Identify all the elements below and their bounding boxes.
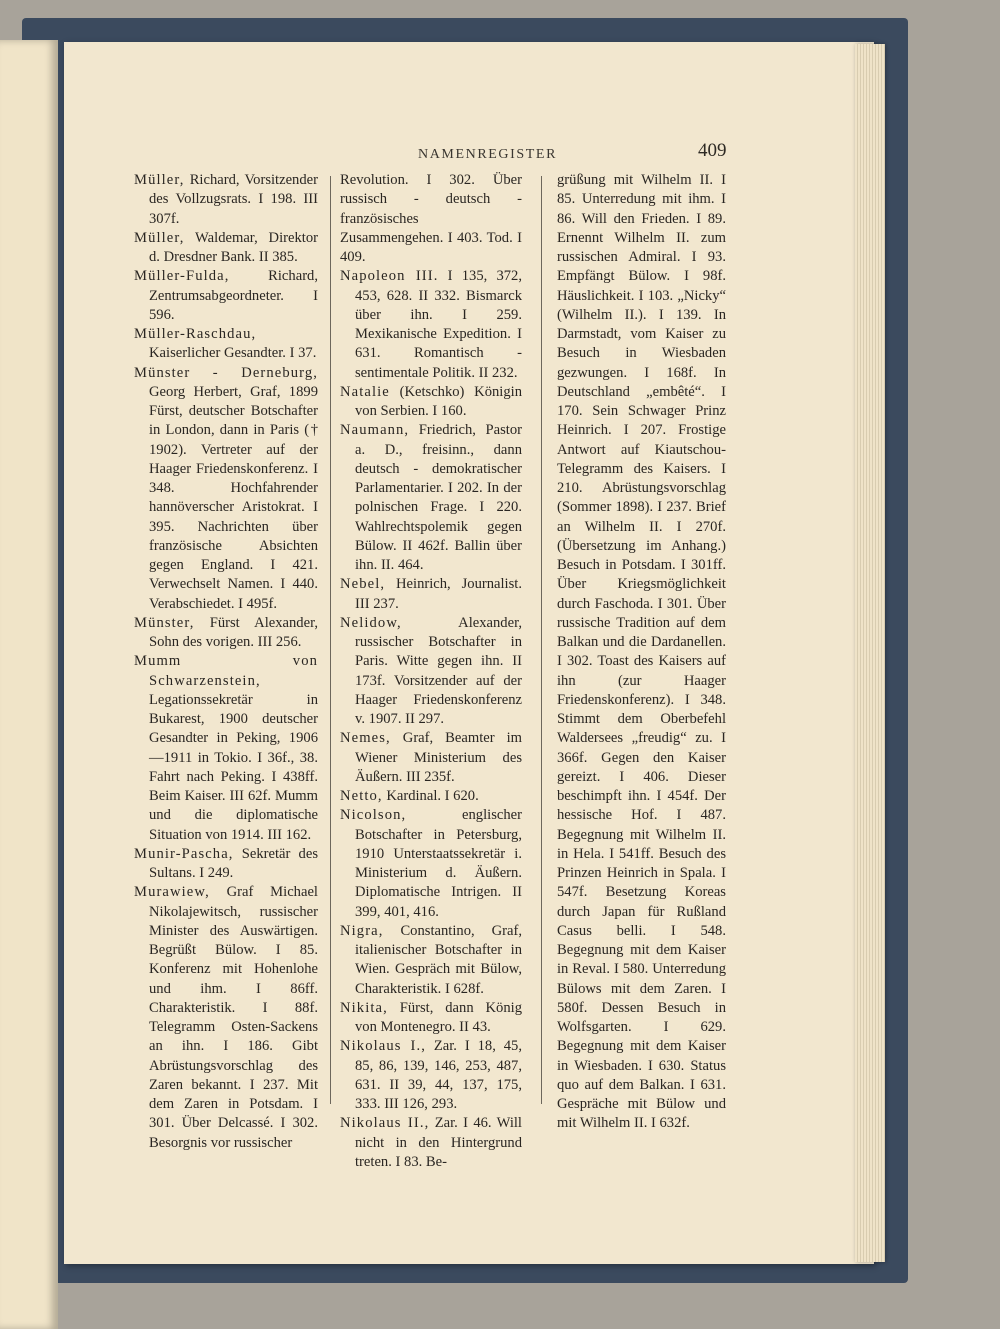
index-entry xyxy=(134,883,318,1153)
column-rule xyxy=(541,176,542,1104)
index-entry xyxy=(340,999,522,1038)
entry-heading: Nemes, xyxy=(340,730,391,747)
entry-text: Zar. I 18, 45, 85, 86, 139, 146, 253, 487, 631. II 39, 44, 137, 175, 333. III 126, 293. xyxy=(355,1038,522,1112)
index-entry xyxy=(340,614,522,730)
entry-text: grüßung mit Wilhelm II. I 85. Unterredung mit ihm. I 86. Will den Frieden. I 89. Ernennt Wilhelm II. zum russischen Admiral. I 93. Empfängt Bülow. I 98f. Häuslichkeit. I 103. „Nicky“ (Wilhelm II.). I 139. In Darmstadt, vom Kaiser zu Besuch in Wiesbaden gezwungen. I 168f. In Deutschland „embêté“. I 170. Sein Schwager Prinz Heinrich. I 207. Frostige Antwort auf Kiautschou-Telegramm des Kaisers. I 210. Abrüstungsvorschlag (Sommer 1898). I 237. Brief an Wilhelm II. I 270f. (Übersetzung im Anhang.) Besuch in Potsdam. I 301ff. Über Kriegsmöglichkeit durch Faschoda. I 301. Über russische Tradition auf dem Balkan und die Dardanellen. I 302. Toast des Kaisers auf ihn (zur Haager Friedenskonferenz). I 348. Stimmt dem Oberbefehl Waldersees „freudig“ zu. I 366f. Gegen den Kaiser gereizt. I 406. Dieser beschimpft ihn. I 454f. Der hessische Hof. I 487. Begegnung mit Wilhelm II. in Hela. I 541ff. Besuch des Prinzen Heinrich in Spala. I 547f. Besetzung Koreas durch Japan für Rußland Casus belli. I 548. Begegnung mit dem Kaiser in Reval. I 580. Unterredung Bülows mit dem Zaren. I 580f. Dessen Besuch in Wolfsgarten. I 629. Begegnung mit dem Kaiser in Wiesbaden. I 630. Status quo auf dem Balkan. I 631. Gespräche mit Bülow und mit Wilhelm II. I 632f. xyxy=(557,172,726,1132)
entry-heading: Mumm von Schwarzenstein, xyxy=(134,653,318,689)
index-column-1 xyxy=(134,171,318,1153)
column-rule xyxy=(330,176,331,1104)
entry-text: Graf Michael Nikolajewitsch, russischer Minister des Auswärtigen. Begrüßt Bülow. I 85. Konferenz mit Hohenlohe und ihm. I 86ff. Charakteristik. I 88f. Telegramm Osten-Sackens an ihn. I 186. Gibt Abrüstungsvorschlag des Zaren bekannt. I 237. Mit dem Zaren in Potsdam. I 301. Über Delcassé. I 302. Besorgnis vor russischer xyxy=(149,884,318,1151)
index-column-2 xyxy=(340,171,522,1172)
index-entry xyxy=(340,421,522,575)
entry-heading: Natalie xyxy=(340,383,390,400)
index-entry xyxy=(340,171,522,267)
entry-text: Alexander, russischer Botschafter in Paris. Witte gegen ihn. II 173f. Vorsitzender auf der Haager Friedenskonferenz v. 1907. II 297. xyxy=(355,614,522,727)
entry-text: Revolution. I 302. Über russisch - deutsch - französisches Zusammengehen. I 403. Tod. I 409. xyxy=(340,172,522,265)
index-entry xyxy=(134,267,318,325)
index-entry xyxy=(557,171,726,1134)
page-header xyxy=(64,140,874,170)
entry-heading: Nigra, xyxy=(340,922,384,939)
page-block-edges xyxy=(855,44,885,1262)
index-entry xyxy=(340,1114,522,1172)
index-entry xyxy=(134,171,318,229)
entry-heading: Napoleon III. xyxy=(340,268,439,285)
index-entry xyxy=(134,325,318,364)
entry-text: Legationssekretär in Bukarest, 1900 deutscher Gesandter in Peking, 1906—1911 in Tokio. I 36f., 38. Fahrt nach Peking. I 438ff. Beim Kaiser. III 62f. Mumm und die diplomatische Situation von 1914. III 162. xyxy=(149,691,318,843)
entry-text: Kardinal. I 620. xyxy=(382,788,479,804)
entry-text: englischer Botschafter in Petersburg, 1910 Unterstaatssekretär i. Ministerium d. Äußern. Diplomatische Intrigen. II 399, 401, 416. xyxy=(355,807,522,920)
index-entry xyxy=(340,267,522,383)
index-entry xyxy=(340,575,522,614)
entry-text: Fürst, dann König von Montenegro. II 43. xyxy=(355,999,522,1035)
entry-text: Friedrich, Pastor a. D., freisinn., dann deutsch - demokratischer Parlamentarier. I 202. In der polnischen Frage. I 220. Wahlrechtspolemik gegen Bülow. II 462f. Ballin über ihn. II. 464. xyxy=(355,422,522,573)
index-entry xyxy=(340,806,522,922)
index-entry xyxy=(340,729,522,787)
entry-heading: Münster - Derneburg, xyxy=(134,364,318,381)
entry-text: (Ketschko) Königin von Serbien. I 160. xyxy=(355,383,522,419)
entry-heading: Murawiew, xyxy=(134,884,210,901)
entry-text: Constantino, Graf, italienischer Botschafter in Wien. Gespräch mit Bülow, Charakteristik. I 628f. xyxy=(355,922,522,997)
entry-heading: Müller-Raschdau, xyxy=(134,326,257,342)
entry-heading: Nicolson, xyxy=(340,807,407,824)
entry-text: Graf, Beamter im Wiener Ministerium des Äußern. III 235f. xyxy=(355,730,522,785)
index-column-3 xyxy=(557,171,726,1134)
entry-text: Richard, Vorsitzender des Vollzugsrats. I 198. III 307f. xyxy=(149,172,318,227)
index-entry xyxy=(340,787,522,806)
index-entry xyxy=(134,845,318,884)
entry-heading: Nebel, xyxy=(340,576,386,593)
entry-heading: Nikolaus I., xyxy=(340,1038,426,1055)
entry-text: Sekretär des Sultans. I 249. xyxy=(149,845,318,881)
entry-heading: Nelidow, xyxy=(340,614,402,631)
entry-text: Waldemar, Direktor d. Dresdner Bank. II 385. xyxy=(149,229,318,265)
index-entry xyxy=(340,1037,522,1114)
index-entry xyxy=(340,383,522,422)
entry-text: I 135, 372, 453, 628. II 332. Bismarck über ihn. I 259. Mexikanische Expedition. I 631. Romantisch - sentimentale Politik. II 232. xyxy=(355,268,522,381)
entry-heading: Münster, xyxy=(134,614,195,631)
entry-heading: Nikolaus II., xyxy=(340,1115,430,1132)
entry-text: Georg Herbert, Graf, 1899 Fürst, deutscher Botschafter in London, dann in Paris († 1902). Vertreter auf der Haager Friedenskonferenz. I 348. Hochfahrender hannöverscher Aristokrat. I 395. Nachrichten über französische Absichten gegen England. I 421. Verwechselt Namen. I 440. Verabschiedet. I 495f. xyxy=(149,383,318,612)
index-entry xyxy=(134,614,318,653)
entry-text: Fürst Alexander, Sohn des vorigen. III 256. xyxy=(149,614,318,650)
page-number: 409 xyxy=(698,140,727,161)
left-page-edge xyxy=(0,40,58,1329)
entry-text: Richard, Zentrumsabgeordneter. I 596. xyxy=(149,268,318,323)
index-entry xyxy=(134,364,318,614)
index-entry xyxy=(134,652,318,845)
entry-heading: Naumann, xyxy=(340,422,410,439)
index-entry xyxy=(134,229,318,268)
entry-text: Heinrich, Journalist. III 237. xyxy=(355,576,522,612)
entry-heading: Munir-Pascha, xyxy=(134,845,234,862)
entry-heading: Müller-Fulda, xyxy=(134,268,230,285)
entry-heading: Müller, xyxy=(134,172,185,188)
entry-heading: Müller, xyxy=(134,229,185,246)
entry-text: Kaiserlicher Gesandter. I 37. xyxy=(149,345,317,362)
entry-heading: Netto, xyxy=(340,788,383,804)
entry-heading: Nikita, xyxy=(340,999,388,1016)
running-head: NAMENREGISTER xyxy=(418,147,558,162)
entry-text: Zar. I 46. Will nicht in den Hintergrund treten. I 83. Be- xyxy=(355,1115,522,1170)
index-entry xyxy=(340,922,522,999)
